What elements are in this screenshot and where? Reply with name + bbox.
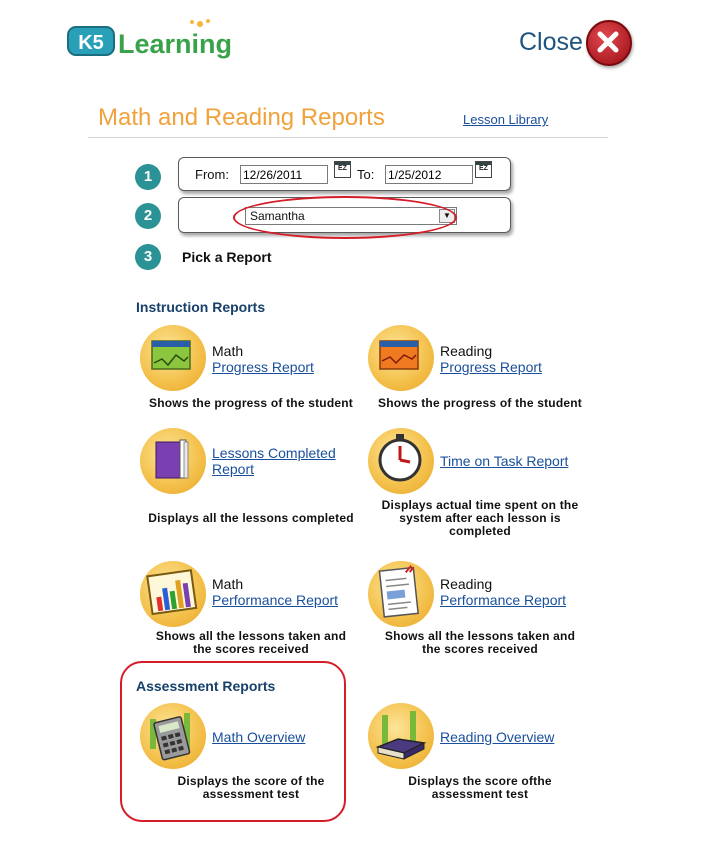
reading-progress-icon[interactable] [368, 325, 434, 391]
reading-overview-link[interactable]: Reading Overview [440, 729, 555, 745]
assessment-reports-heading: Assessment Reports [136, 678, 276, 694]
math-overview-link[interactable]: Math Overview [212, 729, 306, 745]
close-button[interactable] [586, 20, 632, 66]
step-2-badge: 2 [135, 203, 161, 229]
reading-progress-description: Shows the progress of the student [378, 396, 582, 410]
math-performance-desc-line2: the scores received [193, 642, 309, 656]
lessons-completed-icon[interactable] [140, 428, 206, 494]
close-label[interactable]: Close [519, 28, 583, 56]
step-1-badge: 1 [135, 164, 161, 190]
to-date-input[interactable] [385, 165, 473, 184]
math-performance-subject: Math [212, 576, 244, 592]
math-progress-report-link[interactable]: Progress Report [212, 359, 314, 375]
lessons-completed-description: Displays all the lessons completed [148, 511, 354, 525]
math-performance-description [136, 630, 366, 656]
student-highlight-oval [233, 196, 457, 239]
time-on-task-report-link[interactable]: Time on Task Report [440, 453, 569, 469]
logo-word-text: Learning [118, 29, 233, 59]
reading-overview-icon[interactable] [368, 703, 434, 769]
to-label: To: [357, 167, 375, 182]
time-on-task-desc-line2: system after each lesson is [399, 511, 561, 525]
time-on-task-desc-line3: completed [449, 524, 511, 538]
from-label: From: [195, 167, 229, 182]
math-overview-desc-line2: assessment test [202, 787, 300, 801]
time-on-task-description [365, 499, 595, 538]
k5-learning-logo[interactable] [66, 18, 246, 64]
from-calendar-icon[interactable]: EZ [334, 161, 351, 178]
reading-overview-desc-line2: assessment test [431, 787, 529, 801]
step-3-badge: 3 [135, 244, 161, 270]
math-overview-description [136, 775, 366, 801]
math-performance-icon[interactable] [140, 561, 206, 627]
reading-overview-description [365, 775, 595, 801]
reading-progress-report-link[interactable]: Progress Report [440, 359, 542, 375]
reading-performance-report-link[interactable]: Performance Report [440, 592, 567, 608]
reading-performance-desc-line2: the scores received [422, 642, 538, 656]
math-progress-icon[interactable] [140, 325, 206, 391]
pick-report-label: Pick a Report [182, 249, 272, 265]
time-on-task-icon[interactable] [368, 428, 434, 494]
title-divider [88, 137, 608, 138]
reading-performance-description [365, 630, 595, 656]
reading-performance-icon[interactable] [368, 561, 434, 627]
chevron-down-icon[interactable]: ▼ [439, 209, 455, 223]
reading-progress-subject: Reading [440, 343, 493, 359]
math-performance-desc-line1: Shows all the lessons taken and [155, 629, 347, 643]
reading-overview-desc-line1: Displays the score ofthe [408, 774, 552, 788]
lessons-completed-link-line1[interactable]: Lessons Completed [212, 445, 336, 461]
logo-k5-text: K5 [78, 32, 104, 54]
time-on-task-desc-line1: Displays actual time spent on the [381, 498, 579, 512]
close-icon [596, 30, 620, 54]
lessons-completed-link-line2[interactable]: Report [212, 461, 255, 477]
from-date-input[interactable] [240, 165, 328, 184]
lesson-library-link[interactable]: Lesson Library [463, 112, 549, 127]
reading-performance-subject: Reading [440, 576, 493, 592]
date-range-panel [178, 157, 511, 191]
student-select-value: Samantha [250, 209, 305, 223]
math-progress-subject: Math [212, 343, 244, 359]
page-title: Math and Reading Reports [98, 104, 385, 131]
reading-performance-desc-line1: Shows all the lessons taken and [384, 629, 576, 643]
instruction-reports-heading: Instruction Reports [136, 299, 266, 315]
math-performance-report-link[interactable]: Performance Report [212, 592, 339, 608]
to-calendar-icon[interactable]: EZ [475, 161, 492, 178]
math-overview-desc-line1: Displays the score of the [177, 774, 325, 788]
math-progress-description: Shows the progress of the student [149, 396, 353, 410]
math-overview-icon[interactable] [140, 703, 206, 769]
